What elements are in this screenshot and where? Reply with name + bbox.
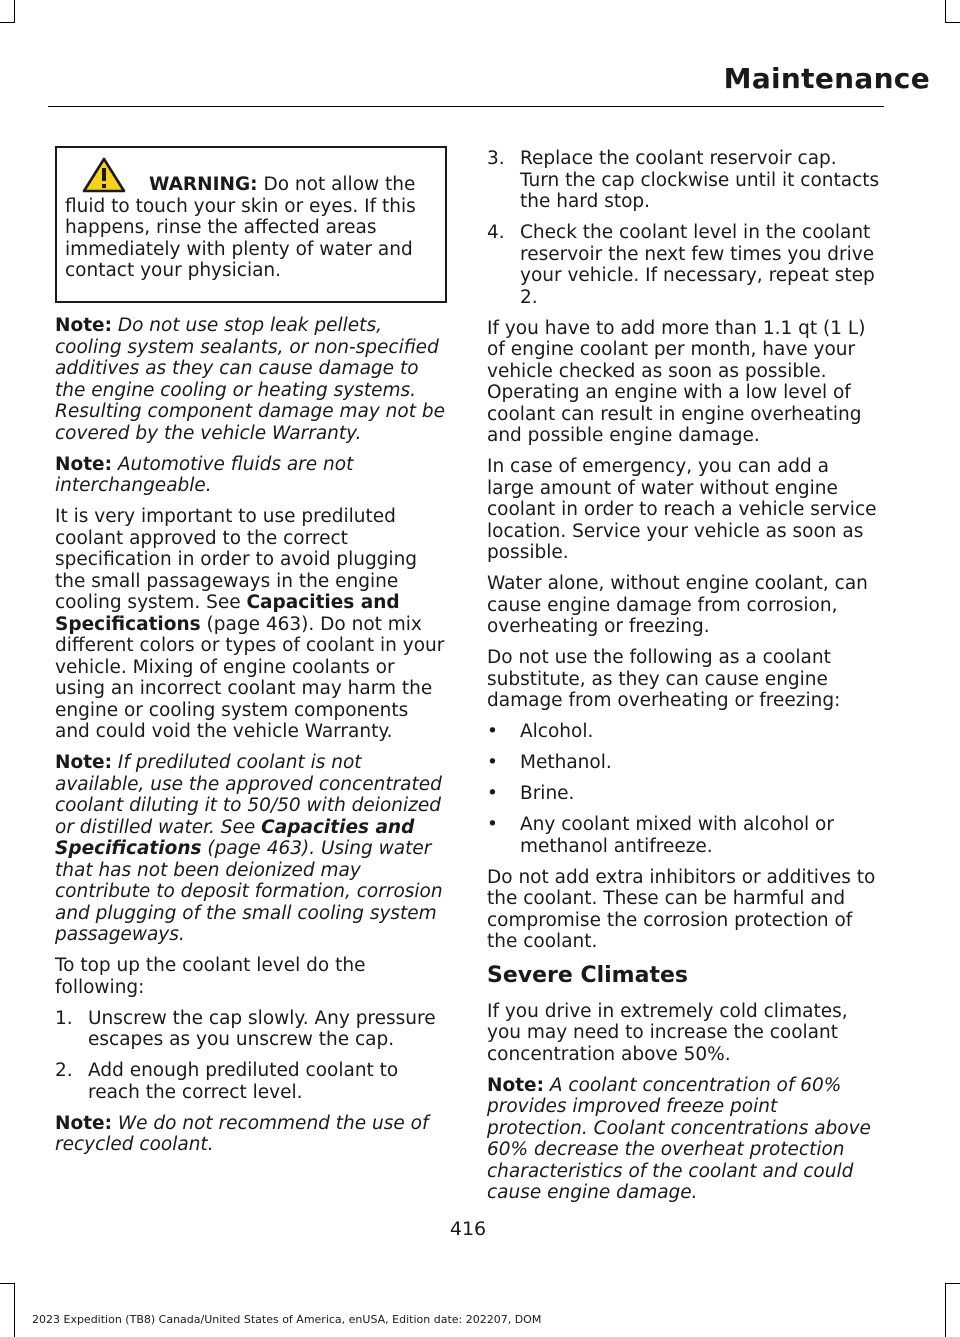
bullet-icon: •: [487, 814, 498, 835]
list-item: [55, 1060, 447, 1103]
paragraph-text: It is very important to use prediluted coolant approved to the correct specification in order to avoid plugging the small passageways in the engine cooling system. See: [55, 506, 418, 613]
note-concentrated: [55, 752, 447, 946]
note-label: Note:: [487, 1074, 544, 1096]
paragraph-cold-climates: If you drive in extremely cold climates, you may need to increase the coolant concentration above 50%.: [487, 1000, 848, 1065]
title-divider: [48, 106, 884, 107]
section-heading: Severe Climates: [487, 962, 688, 988]
warning-label: WARNING:: [149, 174, 258, 195]
note-label: Note:: [55, 752, 112, 773]
paragraph-add-coolant: If you have to add more than 1.1 qt (1 L) of engine coolant per month, have your vehicle checked as soon as possible. Operating an engine with a low level of coolant can result in engine overheating and possible engine damage.: [487, 317, 866, 446]
step-number: 4.: [487, 222, 505, 243]
crop-mark: [945, 1283, 960, 1284]
note-label: Note:: [55, 315, 112, 336]
warning-box: [55, 146, 447, 303]
page-title: Maintenance: [723, 62, 930, 95]
list-item-text: Alcohol.: [520, 721, 594, 742]
steps-list: [55, 1008, 447, 1104]
crop-mark: [945, 1283, 946, 1337]
crop-mark: [0, 1283, 15, 1284]
list-item-text: Any coolant mixed with alcohol or methanol antifreeze.: [520, 814, 834, 857]
warning-body: Do not allow the fluid to touch your skin or eyes. If this happens, rinse the affected areas immediately with plenty of water and contact your physician.: [65, 174, 416, 281]
note-body: If prediluted coolant is not available, use the approved concentrated coolant diluting it to 50/50 with deionized or distilled water. See: [55, 752, 442, 838]
step-text: Replace the coolant reservoir cap. Turn the cap clockwise until it contacts the hard stop.: [520, 148, 880, 212]
note-concentration: [487, 1075, 881, 1204]
page-number: 416: [449, 1218, 487, 1240]
paragraph-inhibitors: Do not add extra inhibitors or additives to the coolant. These can be harmful and compromise the corrosion protection of the coolant.: [487, 866, 876, 952]
paragraph-text: (page 463). Do not mix different colors or types of coolant in your vehicle. Mixing of engine coolants or using an incorrect coolant may harm the engine or cooling system components and could void the vehicle Warranty.: [55, 613, 445, 742]
right-column: [487, 148, 881, 1213]
crop-mark: [945, 0, 946, 22]
note-stop-leak: [55, 315, 447, 444]
paragraph-prediluted: [55, 506, 447, 743]
list-item: [55, 1008, 447, 1051]
paragraph-water-alone: Water alone, without engine coolant, can cause engine damage from corrosion, overheating or freezing.: [487, 573, 868, 637]
cross-reference-link[interactable]: Capacities and Specifications: [55, 592, 400, 635]
list-item-text: Brine.: [520, 783, 575, 804]
note-body: We do not recommend the use of recycled coolant.: [55, 1112, 429, 1155]
note-recycled: [55, 1113, 447, 1156]
crop-mark: [14, 1283, 15, 1337]
paragraph-substitutes: Do not use the following as a coolant substitute, as they can cause engine damage from overheating or freezing:: [487, 647, 841, 711]
list-item: [487, 148, 881, 213]
note-body: Automotive fluids are not interchangeable.: [55, 453, 354, 496]
crop-mark: [14, 0, 15, 22]
cross-reference-link[interactable]: Capacities and Specifications: [55, 816, 415, 859]
bullet-icon: •: [487, 752, 498, 773]
step-text: Check the coolant level in the coolant reservoir the next few times you drive your vehicle. If necessary, repeat step 2.: [520, 222, 875, 308]
bullet-icon: •: [487, 721, 498, 742]
list-item-text: Methanol.: [520, 752, 612, 773]
list-item: [487, 783, 881, 805]
note-label: Note:: [55, 453, 112, 475]
substitutes-list: [487, 721, 881, 857]
left-column: [55, 146, 447, 1165]
note-body: (page 463). Using water that has not been deionized may contribute to deposit formation, corrosion and plugging of the small cooling system passageways.: [55, 838, 443, 945]
intro-text: To top up the coolant level do the following:: [55, 955, 366, 998]
step-number: 3.: [487, 148, 505, 169]
steps-list: [487, 148, 881, 308]
paragraph-emergency: In case of emergency, you can add a large amount of water without engine coolant in order to reach a vehicle service location. Service your vehicle as soon as possible.: [487, 456, 877, 563]
list-item: [487, 721, 881, 743]
step-text: Unscrew the cap slowly. Any pressure escapes as you unscrew the cap.: [88, 1007, 436, 1050]
crop-mark: [945, 22, 960, 23]
step-number: 2.: [55, 1060, 73, 1081]
list-item: [487, 814, 881, 857]
warning-triangle-icon: [82, 157, 126, 193]
note-body: A coolant concentration of 60% provides improved freeze point protection. Coolant concentrations above 60% decrease the overheat protection characteristics of the coolant and could cause engine damage.: [487, 1074, 871, 1203]
list-item: [487, 752, 881, 774]
list-item: [487, 222, 881, 308]
bullet-icon: •: [487, 783, 498, 804]
note-label: Note:: [55, 1112, 112, 1134]
step-text: Add enough prediluted coolant to reach the correct level.: [88, 1060, 399, 1103]
note-fluids: [55, 454, 447, 497]
crop-mark: [0, 22, 15, 23]
footer-edition: 2023 Expedition (TB8) Canada/United States of America, enUSA, Edition date: 202207, DOM: [32, 1313, 542, 1326]
note-body: Do not use stop leak pellets, cooling system sealants, or non-specified additives as they can cause damage to the engine cooling or heating systems. Resulting component damage may not be covered by the vehicle Warranty.: [55, 315, 445, 444]
step-number: 1.: [55, 1007, 73, 1029]
